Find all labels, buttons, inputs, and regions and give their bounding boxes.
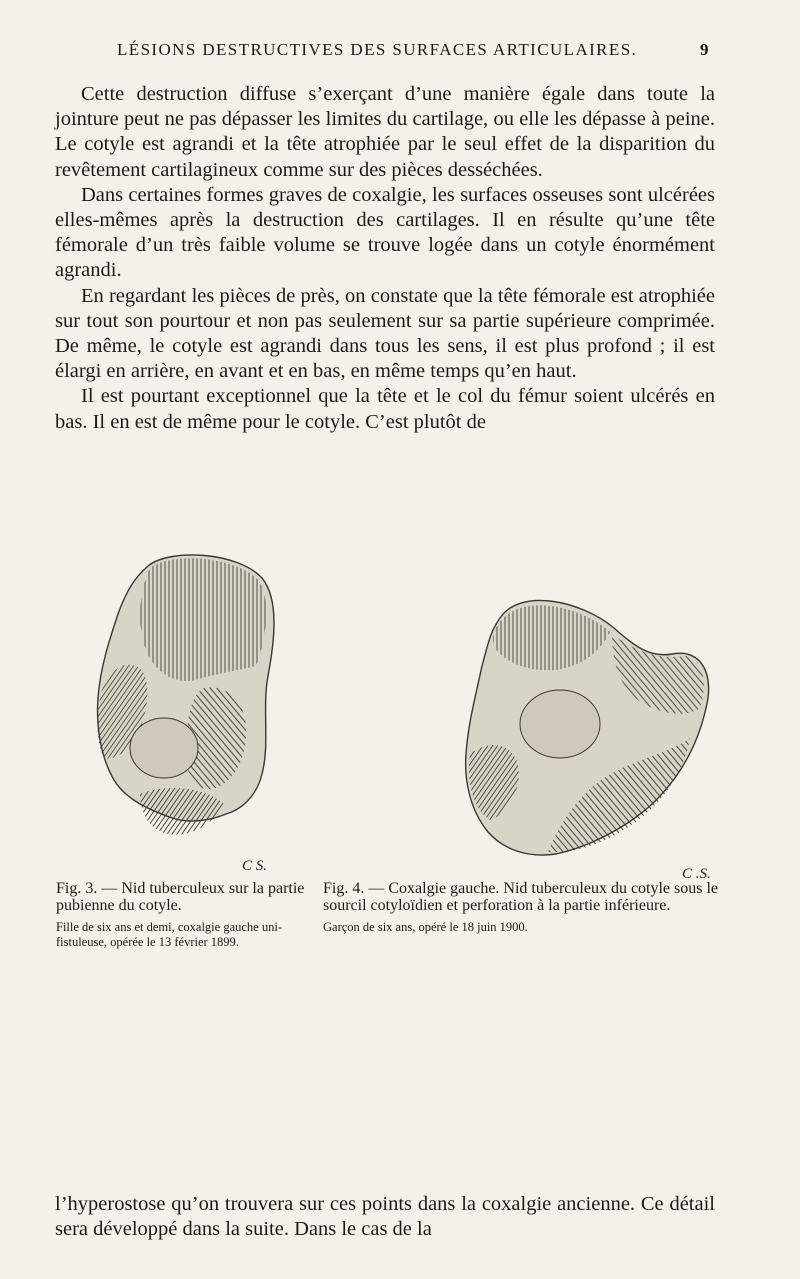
body-text [55, 82, 715, 435]
paragraph: Dans certaines formes graves de coxalgie, les surfaces osseuses sont ulcérées elles-mêmes après la destruction des cartilages. Il en résulte qu’une tête fémorale d’un très faible volume se trouve logée dans un cotyle énormément agrandi. [55, 183, 715, 282]
page-number: 9 [700, 40, 710, 59]
running-title: LÉSIONS DESTRUCTIVES DES SURFACES ARTICULAIRES. [117, 40, 638, 59]
continuation-text [55, 1192, 715, 1242]
fig3-caption-desc: Fille de six ans et demi, coxalgie gauche uni-fistuleuse, opérée le 13 février 1899. [56, 920, 282, 949]
figure-plates [0, 548, 800, 878]
fig3-caption-title: Fig. 3. — Nid tuberculeux sur la partie pubienne du cotyle. [56, 880, 305, 914]
fig4-caption [323, 880, 723, 935]
paragraph: Cette destruction diffuse s’exerçant d’une manière égale dans toute la jointure peut ne pas dépasser les limites du cartilage, ou elle les dépasse à peine. Le cotyle est agrandi et la tête atrophiée par le seul effet de la disparition du revêtement cartilagineux comme sur des pièces desséchées. [55, 83, 715, 181]
fig3-plate-label: C S. [242, 858, 268, 874]
fig4-caption-title: Fig. 4. — Coxalgie gauche. Nid tuberculeux du cotyle sous le sourcil cotyloïdien et perforation à la partie inférieure. [323, 880, 719, 914]
fig3-pelvis-engraving [97, 555, 274, 874]
paragraph: Il est pourtant exceptionnel que la tête et le col du fémur soient ulcérés en bas. Il en est de même pour le cotyle. C’est plutôt de [55, 385, 715, 433]
fig4-plate-label: C .S. [682, 866, 711, 878]
fig3-caption [56, 880, 316, 950]
paragraph: En regardant les pièces de près, on constate que la tête fémorale est atrophiée sur tout son pourtour et non pas seulement sur sa partie supérieure comprimée. De même, le cotyle est agrandi dans tous les sens, il est plus profond ; il est élargi en arrière, en avant et en bas, en même temps qu’en haut. [55, 284, 715, 383]
engraving-illustrations [0, 548, 800, 878]
paragraph: l’hyperostose qu’on trouvera sur ces points dans la coxalgie ancienne. Ce détail sera développé dans la suite. Dans le cas de la [55, 1193, 715, 1241]
fig4-pelvis-engraving [466, 600, 711, 878]
fig4-caption-desc: Garçon de six ans, opéré le 18 juin 1900. [323, 920, 528, 934]
